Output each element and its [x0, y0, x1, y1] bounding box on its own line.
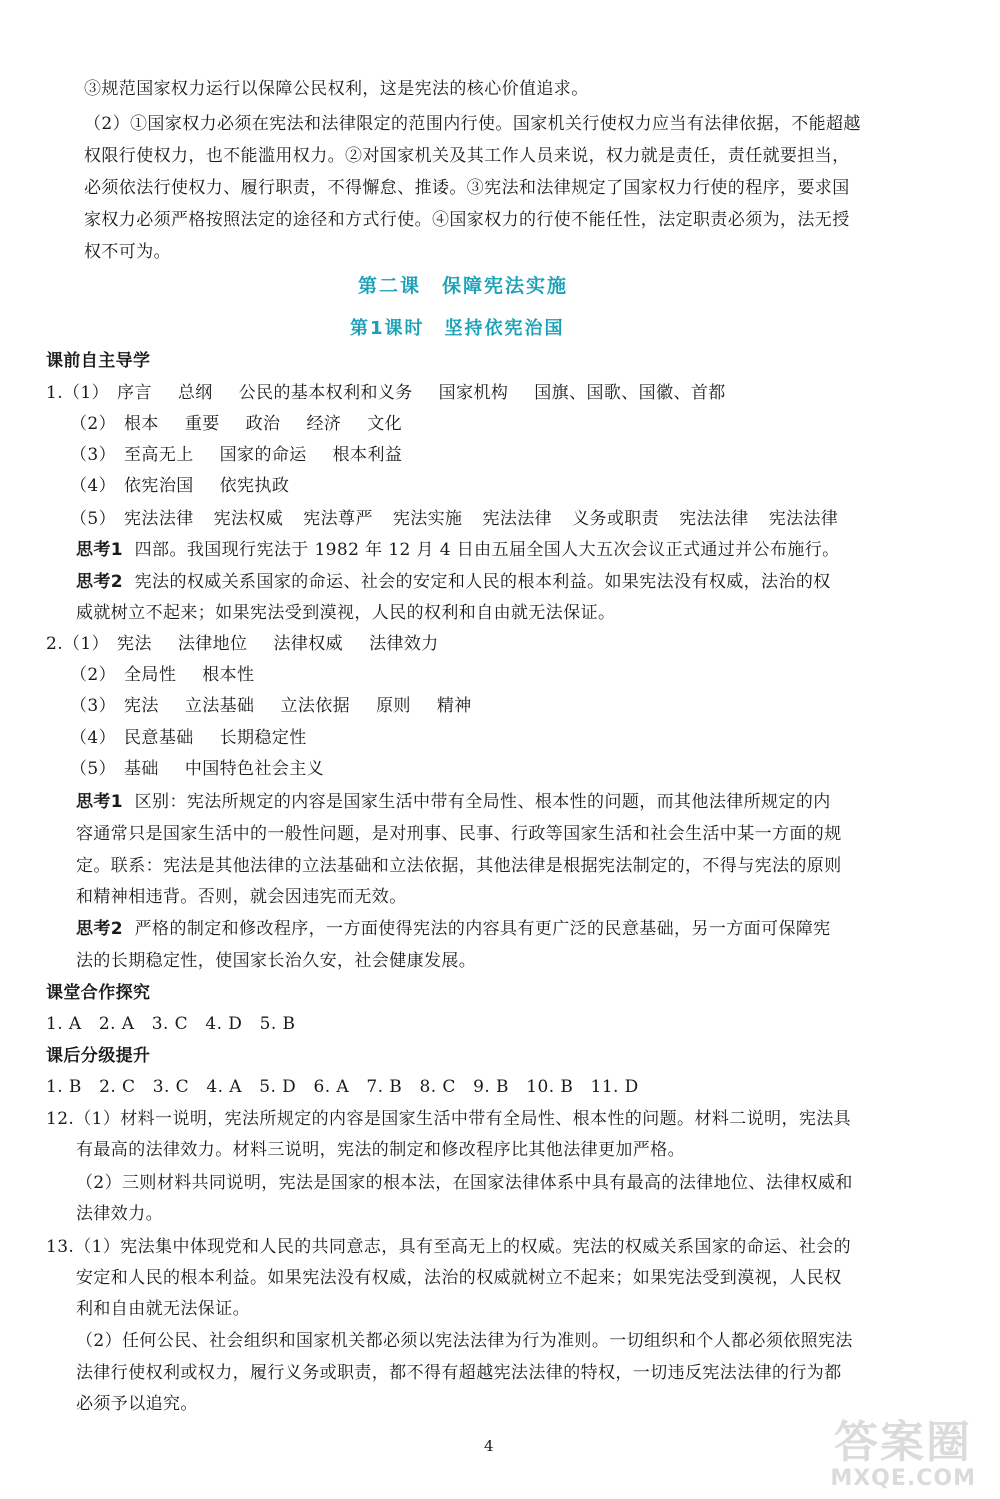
think-item: [76, 918, 831, 940]
text-line: （2）任何公民、社会组织和国家机关都必须以宪法法律为行为准则。一切组织和个人都必须依照宪法: [76, 1331, 853, 1351]
answer-item: 序言: [117, 383, 152, 403]
watermark-url: MXQE.COM: [830, 1466, 976, 1491]
text-line: 定。联系：宪法是其他法律的立法基础和立法依据，其他法律是根据宪法制定的，不得与宪法的原则: [76, 856, 842, 876]
answer-item: 宪法尊严: [303, 509, 373, 529]
text-line: 和精神相违背。否则，就会因违宪而无效。: [76, 887, 407, 907]
answer-item: 宪法法律: [768, 509, 839, 529]
think-label: 思考2: [76, 919, 124, 939]
answer-item: 全局性: [124, 665, 177, 685]
item-prefix: （4）: [70, 476, 117, 496]
think-item: [76, 539, 840, 561]
answer-item: 长期稳定性: [219, 728, 307, 748]
answer-item: 公民的基本权利和义务: [238, 383, 413, 403]
answer-row: [70, 758, 350, 780]
think-label: 思考1: [76, 792, 124, 812]
text-line: 威就树立不起来；如果宪法受到漠视，人民的权利和自由就无法保证。: [76, 603, 616, 623]
item-prefix: （5）: [70, 509, 117, 529]
answer-item: 国家机构: [438, 383, 509, 403]
answer-item: 法律效力: [369, 634, 439, 654]
item-prefix: （3）: [70, 445, 117, 465]
answer-item: 义务或职责: [572, 509, 660, 529]
text-line: 权不可为。: [84, 242, 171, 262]
answer-item: 经济: [306, 414, 342, 434]
item-prefix: （2）: [70, 665, 117, 685]
think-item: [76, 571, 831, 593]
text-line: 13.（1）宪法集中体现党和人民的共同意志，具有至高无上的权威。宪法的权威关系国家的命运、社会的: [46, 1237, 852, 1257]
answer-row: [46, 633, 465, 655]
answer-item: 依宪执政: [219, 476, 290, 496]
section-heading: 课前自主导学: [46, 351, 151, 371]
think-text: 宪法的权威关系国家的命运、社会的安定和人民的根本利益。如果宪法没有权威，法治的权: [134, 572, 831, 592]
answer-row: [70, 664, 280, 686]
answer-item: 宪法: [124, 696, 159, 716]
period-title: 第1课时 坚持依宪治国: [350, 318, 565, 339]
text-line: 必须予以追究。: [76, 1394, 198, 1414]
think-label: 思考2: [76, 572, 124, 592]
text-line: 法律行使权利或权力，履行义务或职责，都不得有超越宪法法律的特权，一切违反宪法法律的行为都: [76, 1363, 842, 1383]
answer-item: 法律权威: [273, 634, 344, 654]
answer-item: 文化: [367, 414, 403, 434]
text-line: ③规范国家权力运行以保障公民权利，这是宪法的核心价值追求。: [84, 79, 589, 99]
section-heading: 课后分级提升: [46, 1046, 151, 1066]
answer-row: [70, 695, 498, 717]
think-label: 思考1: [76, 540, 124, 560]
text-line: 法律效力。: [76, 1204, 163, 1224]
answer-item: 根本利益: [332, 445, 403, 465]
answer-item: 立法依据: [280, 696, 351, 716]
answer-item: 宪法法律: [679, 509, 749, 529]
answer-row: [70, 727, 333, 749]
think-text: 四部。我国现行宪法于 1982 年 12 月 4 日由五届全国人大五次会议正式通过并公布施行。: [134, 540, 840, 560]
answer-item: 宪法法律: [482, 509, 553, 529]
answer-item: 立法基础: [184, 696, 255, 716]
answer-item: 总纲: [177, 383, 213, 403]
answer-item: 根本: [124, 414, 159, 434]
answer-item: 宪法权威: [213, 509, 284, 529]
text-line: 利和自由就无法保证。: [76, 1299, 250, 1319]
answer-item: 精神: [436, 696, 472, 716]
think-text: 区别：宪法所规定的内容是国家生活中带有全局性、根本性的问题，而其他法律所规定的内: [134, 792, 831, 812]
answer-item: 中国特色社会主义: [184, 759, 325, 779]
answer-row: [46, 382, 752, 404]
item-prefix: （2）: [70, 414, 117, 434]
answer-item: 重要: [184, 414, 220, 434]
text-line: 家权力必须严格按照法定的途径和方式行使。④国家权力的行使不能任性，法定职责必须为，法无授: [84, 210, 850, 230]
answer-item: 民意基础: [124, 728, 194, 748]
text-line: 安定和人民的根本利益。如果宪法没有权威，法治的权威就树立不起来；如果宪法受到漠视，人民权: [76, 1268, 842, 1288]
text-line: 必须依法行使权力、履行职责，不得懈怠、推诿。③宪法和法律规定了国家权力行使的程序，要求国: [84, 178, 850, 198]
think-item: [76, 791, 831, 813]
item-prefix: 1.（1）: [46, 383, 110, 403]
answer-item: 基础: [124, 759, 159, 779]
item-prefix: （3）: [70, 696, 117, 716]
text-line: （2）①国家权力必须在宪法和法律限定的范围内行使。国家机关行使权力应当有法律依据，不能超越: [84, 114, 861, 134]
answer-row: [70, 413, 428, 435]
answer-row: [70, 508, 838, 530]
answer-item: 依宪治国: [124, 476, 194, 496]
answer-item: 根本性: [202, 665, 255, 685]
lesson-title: 第二课 保障宪法实施: [358, 275, 569, 297]
answer-item: 原则: [376, 696, 411, 716]
answer-row: [70, 444, 428, 466]
answer-line: 1. A 2. A 3. C 4. D 5. B: [46, 1014, 296, 1034]
item-prefix: （4）: [70, 728, 117, 748]
answer-item: 政治: [245, 414, 281, 434]
text-line: 有最高的法律效力。材料三说明，宪法的制定和修改程序比其他法律更加严格。: [76, 1140, 685, 1160]
answer-item: 国旗、国歌、国徽、首都: [534, 383, 726, 403]
answer-item: 国家的命运: [219, 445, 307, 465]
item-prefix: （5）: [70, 759, 117, 779]
text-line: 容通常只是国家生活中的一般性问题，是对刑事、民事、行政等国家生活和社会生活中某一方面的规: [76, 824, 842, 844]
answer-item: 宪法: [117, 634, 152, 654]
answer-item: 法律地位: [177, 634, 248, 654]
answer-item: 宪法实施: [392, 509, 463, 529]
text-line: （2）三则材料共同说明，宪法是国家的根本法，在国家法律体系中具有最高的法律地位、法律权威和: [76, 1173, 853, 1193]
think-text: 严格的制定和修改程序，一方面使得宪法的内容具有更广泛的民意基础，另一方面可保障宪: [134, 919, 831, 939]
answer-row: [70, 475, 315, 497]
text-line: 12.（1）材料一说明，宪法所规定的内容是国家生活中带有全局性、根本性的问题。材料二说明，宪法具: [46, 1109, 852, 1129]
answer-line: 1. B 2. C 3. C 4. A 5. D 6. A 7. B 8. C 9. B 10. B 11. D: [46, 1077, 639, 1097]
text-line: 法的长期稳定性，使国家长治久安，社会健康发展。: [76, 951, 477, 971]
watermark-logo: 答案圈: [834, 1417, 972, 1468]
watermark: [792, 1406, 982, 1491]
text-line: 权限行使权力，也不能滥用权力。②对国家机关及其工作人员来说，权力就是责任，责任就要担当，: [84, 146, 850, 166]
page-number: 4: [484, 1437, 494, 1455]
answer-item: 宪法法律: [124, 509, 194, 529]
item-prefix: 2.（1）: [46, 634, 110, 654]
answer-item: 至高无上: [124, 445, 194, 465]
section-heading: 课堂合作探究: [46, 983, 151, 1003]
